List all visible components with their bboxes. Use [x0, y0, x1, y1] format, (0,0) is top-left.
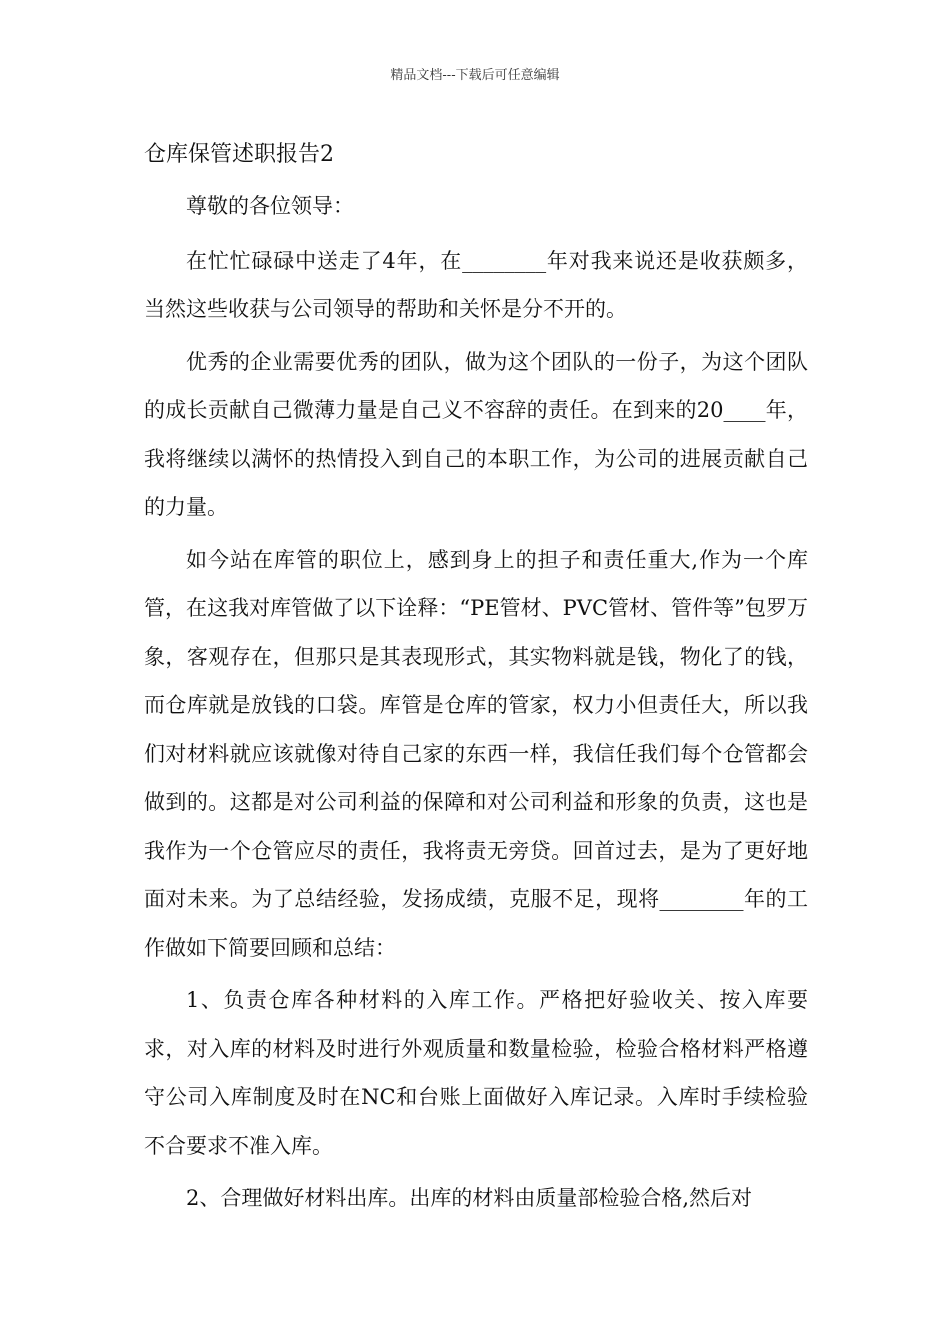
paragraph: 1、负责仓库各种材料的入库工作。严格把好验收关、按入库要求，对入库的材料及时进行外观质量和数量检验，检验合格材料严格遵守公司入库制度及时在NC和台账上面做好入库记录。入库时手续检验不合要求不准入库。 — [144, 988, 808, 1158]
paragraph: 在忙忙碌碌中送走了4年，在________年对我来说还是收获颇多，当然这些收获与公司领导的帮助和关怀是分不开的。 — [144, 248, 808, 321]
page-header: 精品文档---下载后可任意编辑 — [390, 68, 560, 83]
salutation: 尊敬的各位领导： — [186, 194, 354, 218]
paragraph: 2、合理做好材料出库。出库的材料由质量部检验合格,然后对 — [186, 1186, 753, 1210]
document-body — [144, 182, 808, 1223]
paragraph: 优秀的企业需要优秀的团队，做为这个团队的一份子，为这个团队的成长贡献自己微薄力量是自己义不容辞的责任。在到来的20____年，我将继续以满怀的热情投入到自己的本职工作，为公司的进展贡献自己的力量。 — [144, 349, 808, 519]
document-title: 仓库保管述职报告2 — [144, 142, 334, 167]
paragraph: 如今站在库管的职位上，感到身上的担子和责任重大,作为一个库管，在这我对库管做了以下诠释：“PE管材、PVC管材、管件等”包罗万象，客观存在，但那只是其表现形式，其实物料就是钱，物化了的钱，而仓库就是放钱的口袋。库管是仓库的管家，权力小但责任大，所以我们对材料就应该就像对待自己家的东西一样，我信任我们每个仓管都会做到的。这都是对公司利益的保障和对公司利益和形象的负责，这也是我作为一个仓管应尽的责任，我将责无旁贷。回首过去，是为了更好地面对未来。为了总结经验，发扬成绩，克服不足，现将________年的工作做如下简要回顾和总结： — [144, 547, 808, 960]
